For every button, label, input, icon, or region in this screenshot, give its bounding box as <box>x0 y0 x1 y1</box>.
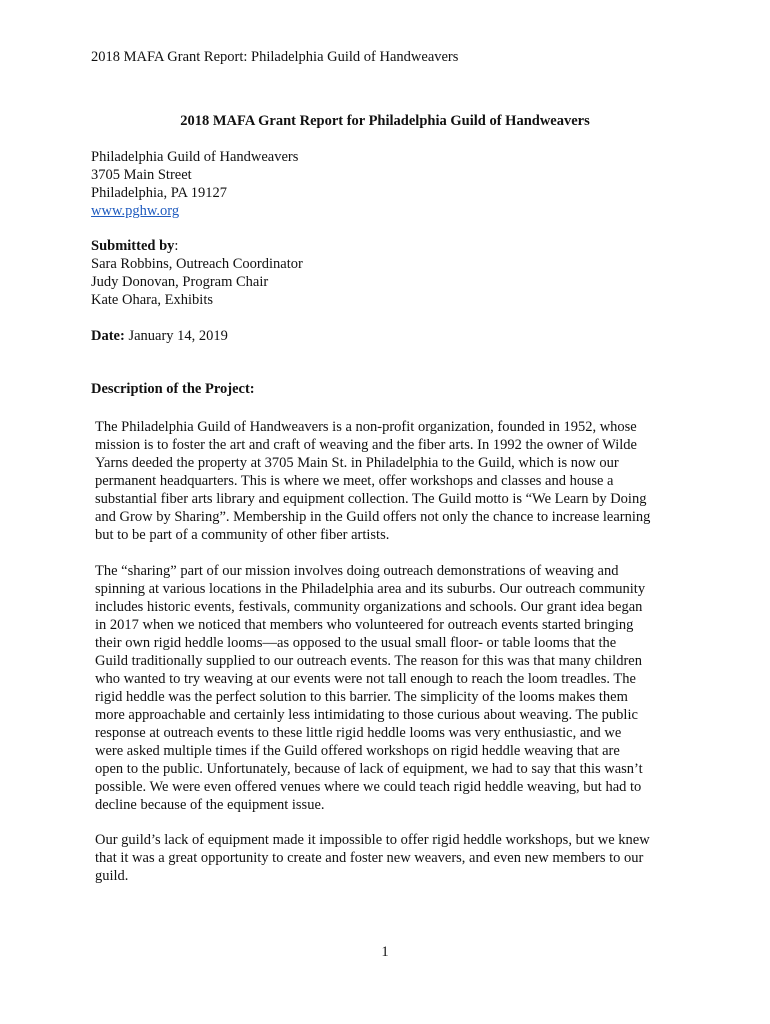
document-title: 2018 MAFA Grant Report for Philadelphia Guild of Handweavers <box>180 113 590 129</box>
paragraph-3 <box>95 831 680 885</box>
date-value: January 14, 2019 <box>124 328 228 344</box>
website-link[interactable]: www.pghw.org <box>91 203 180 219</box>
paragraph-line: spinning at various locations in the Philadelphia area and its suburbs. Our outreach community <box>95 581 646 597</box>
paragraph-line: but to be part of a community of other fiber artists. <box>95 527 390 543</box>
running-header: 2018 MAFA Grant Report: Philadelphia Guild of Handweavers <box>91 49 459 65</box>
submitter-2: Judy Donovan, Program Chair <box>91 274 269 290</box>
paragraph-line: Yarns deeded the property at 3705 Main St. in Philadelphia to the Guild, which is now our <box>95 455 619 471</box>
city-state-zip: Philadelphia, PA 19127 <box>91 185 228 201</box>
paragraph-line: their own rigid heddle looms—as opposed to the usual small floor- or table looms that the <box>95 635 617 651</box>
paragraph-1 <box>95 418 680 544</box>
date-label: Date: <box>91 328 125 344</box>
org-name: Philadelphia Guild of Handweavers <box>91 149 299 165</box>
paragraph-line: possible. We were even offered venues where we could teach rigid heddle weaving, but had to <box>95 779 642 795</box>
page-number: 1 <box>381 944 389 960</box>
submitted-label-text: Submitted by <box>91 238 175 254</box>
paragraph-line: mission is to foster the art and craft of weaving and the fiber arts. In 1992 the owner of Wilde <box>95 437 637 453</box>
paragraph-line: and Grow by Sharing”. Membership in the Guild offers not only the chance to increase learning <box>95 509 651 525</box>
paragraph-line: guild. <box>95 868 129 884</box>
paragraph-line: that it was a great opportunity to create and foster new weavers, and even new members to our <box>95 850 644 866</box>
paragraph-line: Our guild’s lack of equipment made it impossible to offer rigid heddle workshops, but we knew <box>95 832 650 848</box>
paragraph-line: open to the public. Unfortunately, because of lack of equipment, we had to say that this wasn’t <box>95 761 643 777</box>
submitted-label-colon: : <box>174 238 179 254</box>
paragraph-line: more approachable and certainly less intimidating to those curious about weaving. The public <box>95 707 638 723</box>
paragraph-line: response at outreach events to these little rigid heddle looms was very enthusiastic, and we <box>95 725 622 741</box>
paragraph-line: Guild traditionally supplied to our outreach events. The reason for this was that many children <box>95 653 642 669</box>
paragraph-line: includes historic events, festivals, community organizations and schools. Our grant idea began <box>95 599 643 615</box>
paragraph-line: rigid heddle was the perfect solution to this barrier. The simplicity of the looms makes them <box>95 689 628 705</box>
street-address: 3705 Main Street <box>91 167 192 183</box>
paragraph-line: decline because of the equipment issue. <box>95 797 325 813</box>
paragraph-line: The “sharing” part of our mission involves doing outreach demonstrations of weaving and <box>95 563 619 579</box>
paragraph-line: substantial fiber arts library and equipment collection. The Guild motto is “We Learn by Doing <box>95 491 647 507</box>
submitter-1: Sara Robbins, Outreach Coordinator <box>91 256 303 272</box>
paragraph-2 <box>95 562 680 814</box>
date-line <box>91 327 681 345</box>
paragraph-line: in 2017 when we noticed that members who volunteered for outreach events started bringing <box>95 617 634 633</box>
paragraph-line: permanent headquarters. This is where we meet, offer workshops and classes and house a <box>95 473 614 489</box>
submitted-label <box>91 237 681 255</box>
paragraph-line: who wanted to try weaving at our events were not tall enough to reach the loom treadles. The <box>95 671 636 687</box>
submitted-block <box>91 237 681 309</box>
paragraph-line: were asked multiple times if the Guild offered workshops on rigid heddle weaving that are <box>95 743 620 759</box>
address-block <box>91 148 681 220</box>
section-heading: Description of the Project: <box>91 381 255 397</box>
paragraph-line: The Philadelphia Guild of Handweavers is a non-profit organization, founded in 1952, whose <box>95 419 637 435</box>
submitter-3: Kate Ohara, Exhibits <box>91 292 214 308</box>
